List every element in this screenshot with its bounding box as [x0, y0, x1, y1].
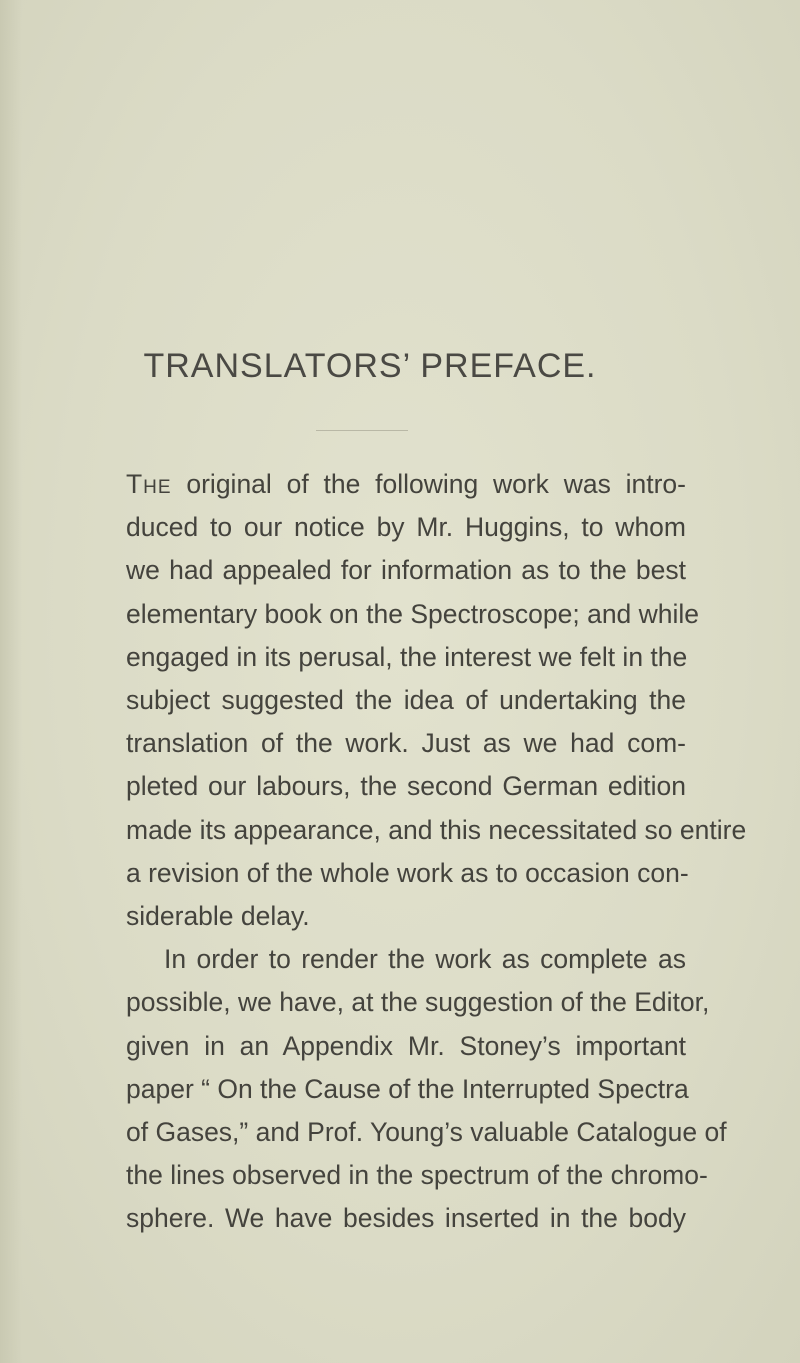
- text-line: the lines observed in the spectrum of the chromo-: [126, 1160, 708, 1191]
- text-line: subject suggested the idea of undertaking the: [126, 685, 686, 716]
- text-line: sphere. We have besides inserted in the body: [126, 1203, 686, 1234]
- text-line: translation of the work. Just as we had com-: [126, 728, 686, 759]
- text-line: In order to render the work as complete as: [164, 944, 686, 975]
- text-line: possible, we have, at the suggestion of the Editor,: [126, 987, 710, 1018]
- lead-word: The: [126, 469, 172, 499]
- page-gutter-shadow: [0, 0, 22, 1363]
- text-line: pleted our labours, the second German edition: [126, 771, 686, 802]
- text-line: siderable delay.: [126, 901, 310, 932]
- text-line: made its appearance, and this necessitated so entire: [126, 814, 747, 845]
- text-line: given in an Appendix Mr. Stoney’s important: [126, 1030, 686, 1061]
- text-line: duced to our notice by Mr. Huggins, to whom: [126, 512, 686, 543]
- text-line: engaged in its perusal, the interest we felt in the: [126, 641, 688, 672]
- page-title: TRANSLATORS’ PREFACE.: [143, 347, 597, 385]
- title-divider: [316, 430, 408, 431]
- text-line: of Gases,” and Prof. Young’s valuable Catalogue of: [126, 1117, 727, 1148]
- text-line: a revision of the whole work as to occasion con-: [126, 857, 689, 888]
- text-line: elementary book on the Spectroscope; and while: [126, 598, 700, 629]
- text-line: paper “ On the Cause of the Interrupted Spectra: [126, 1073, 689, 1104]
- preface-body: [126, 463, 747, 1241]
- text-line: The original of the following work was intro-: [126, 469, 686, 499]
- text-line: we had appealed for information as to the best: [126, 555, 686, 586]
